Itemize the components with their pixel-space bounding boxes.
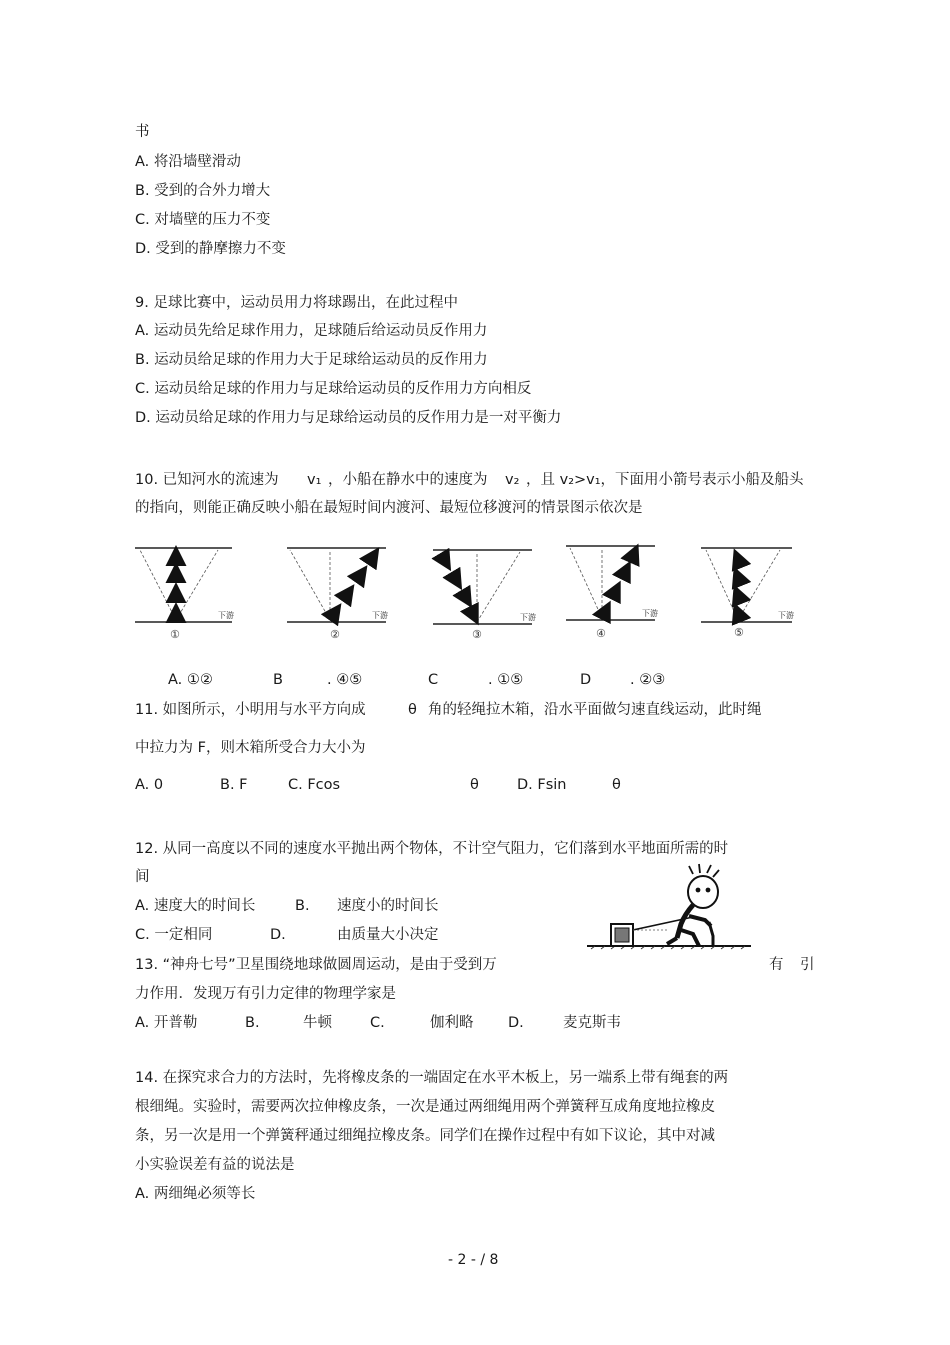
q10-option-d: . ②③ [630,672,666,688]
q12-option-c: C. 一定相同 [135,927,213,943]
q11-option-c: C. Fcos [288,777,341,793]
downstream-label: 下游 [642,609,658,618]
q11-option-d: D. Fsin [517,777,567,793]
q11-option-a: A. 0 [135,777,164,793]
q12-option-b: 速度小的时间长 [337,898,439,914]
figure-label-4: ④ [596,627,606,640]
q10-river-diagrams [130,538,805,648]
figure-label-5: ⑤ [734,626,744,639]
q10-option-d-letter: D [580,672,592,688]
q10-stem-part3: ，且 v₂>v₁，下面用小箭号表示小船及船头 [526,472,804,488]
q8-continuation: 书 [135,124,150,140]
downstream-label: 下游 [218,611,234,620]
q12-stem-line2: 间 [135,869,150,885]
q12-stem: 12. 从同一高度以不同的速度水平抛出两个物体，不计空气阻力，它们落到水平地面所需的时 [135,841,729,857]
figure-label-1: ① [170,628,180,641]
q12-option-b-letter: B. [295,898,310,914]
q13-option-a: A. 开普勒 [135,1015,198,1031]
q13-option-d: 麦克斯韦 [563,1015,621,1031]
q9-option-c: C. 运动员给足球的作用力与足球给运动员的反作用力方向相反 [135,381,532,397]
q13-stem-line2: 力作用．发现万有引力定律的物理学家是 [135,986,396,1002]
q10-option-b: . ④⑤ [327,672,363,688]
q11-option-c-theta: θ [470,777,479,793]
q11-stem-part1: 11. 如图所示，小明用与水平方向成 [135,702,366,718]
q14-stem-line-4: 小实验误差有益的说法是 [135,1157,295,1173]
river-figure-5 [701,548,794,639]
q8-option-b: B. 受到的合外力增大 [135,183,271,199]
q9-option-d: D. 运动员给足球的作用力与足球给运动员的反作用力是一对平衡力 [135,410,562,426]
crate [611,924,633,946]
q13-option-c-letter: C. [370,1015,385,1031]
q11-option-b: B. F [220,777,248,793]
river-figure-4 [566,546,658,640]
q13-stem-right-2: 引 [800,957,815,973]
q10-option-c: . ①⑤ [488,672,524,688]
q13-option-b-letter: B. [245,1015,260,1031]
figure-label-3: ③ [472,628,482,641]
q14-stem-line-1: 14. 在探究求合力的方法时，先将橡皮条的一端固定在水平木板上，另一端系上带有绳套的两 [135,1070,729,1086]
river-figure-2 [287,548,388,641]
page-number: - 2 - / 8 [448,1252,499,1268]
q13-stem: 13. “神舟七号”卫星围绕地球做圆周运动，是由于受到万 [135,957,497,973]
q14-stem-line-3: 条，另一次是用一个弹簧秤通过细绳拉橡皮条。同学们在操作过程中有如下议论，其中对减 [135,1128,715,1144]
downstream-label: 下游 [778,611,794,620]
q9-stem: 9. 足球比赛中，运动员用力将球踢出，在此过程中 [135,295,458,311]
q13-option-c: 伽利略 [430,1015,474,1031]
q10-v2: v₂ [505,472,520,488]
q12-option-d: 由质量大小决定 [337,927,439,943]
q12-option-d-letter: D. [270,927,286,943]
downstream-label: 下游 [372,611,388,620]
q10-stem-part1: 10. 已知河水的流速为 [135,472,279,488]
figure-label-2: ② [330,628,340,641]
q9-option-a: A. 运动员先给足球作用力，足球随后给运动员反作用力 [135,323,488,339]
river-figure-3 [433,550,536,641]
q12-option-a: A. 速度大的时间长 [135,898,256,914]
q14-stem-line-2: 根细绳。实验时，需要两次拉伸橡皮条，一次是通过两细绳用两个弹簧秤互成角度地拉橡皮 [135,1099,715,1115]
q11-option-d-theta: θ [612,777,621,793]
q9-option-b: B. 运动员给足球的作用力大于足球给运动员的反作用力 [135,352,488,368]
q11-stem-part2: 角的轻绳拉木箱，沿水平面做匀速直线运动，此时绳 [428,702,762,718]
puller-figure [667,864,719,946]
q10-stem-part2: ，小船在静水中的速度为 [328,472,488,488]
q8-option-a: A. 将沿墙壁滑动 [135,154,241,170]
q11-illustration [585,860,755,952]
q8-option-c: C. 对墙壁的压力不变 [135,212,271,228]
downstream-label: 下游 [520,613,536,622]
q10-option-b-letter: B [273,672,283,688]
q8-option-d: D. 受到的静摩擦力不变 [135,241,286,257]
q10-option-a: A. ①② [168,672,213,688]
q13-stem-right-1: 有 [769,957,784,973]
q14-option-a: A. 两细绳必须等长 [135,1186,256,1202]
q10-v1: v₁ [307,472,322,488]
river-figure-1 [135,548,234,641]
q11-theta: θ [408,702,417,718]
q10-stem-line2: 的指向，则能正确反映小船在最短时间内渡河、最短位移渡河的情景图示依次是 [135,500,643,516]
q13-option-b: 牛顿 [303,1015,332,1031]
q10-option-c-letter: C [428,672,439,688]
q11-stem-line2: 中拉力为 F，则木箱所受合力大小为 [135,740,366,756]
q13-option-d-letter: D. [508,1015,524,1031]
